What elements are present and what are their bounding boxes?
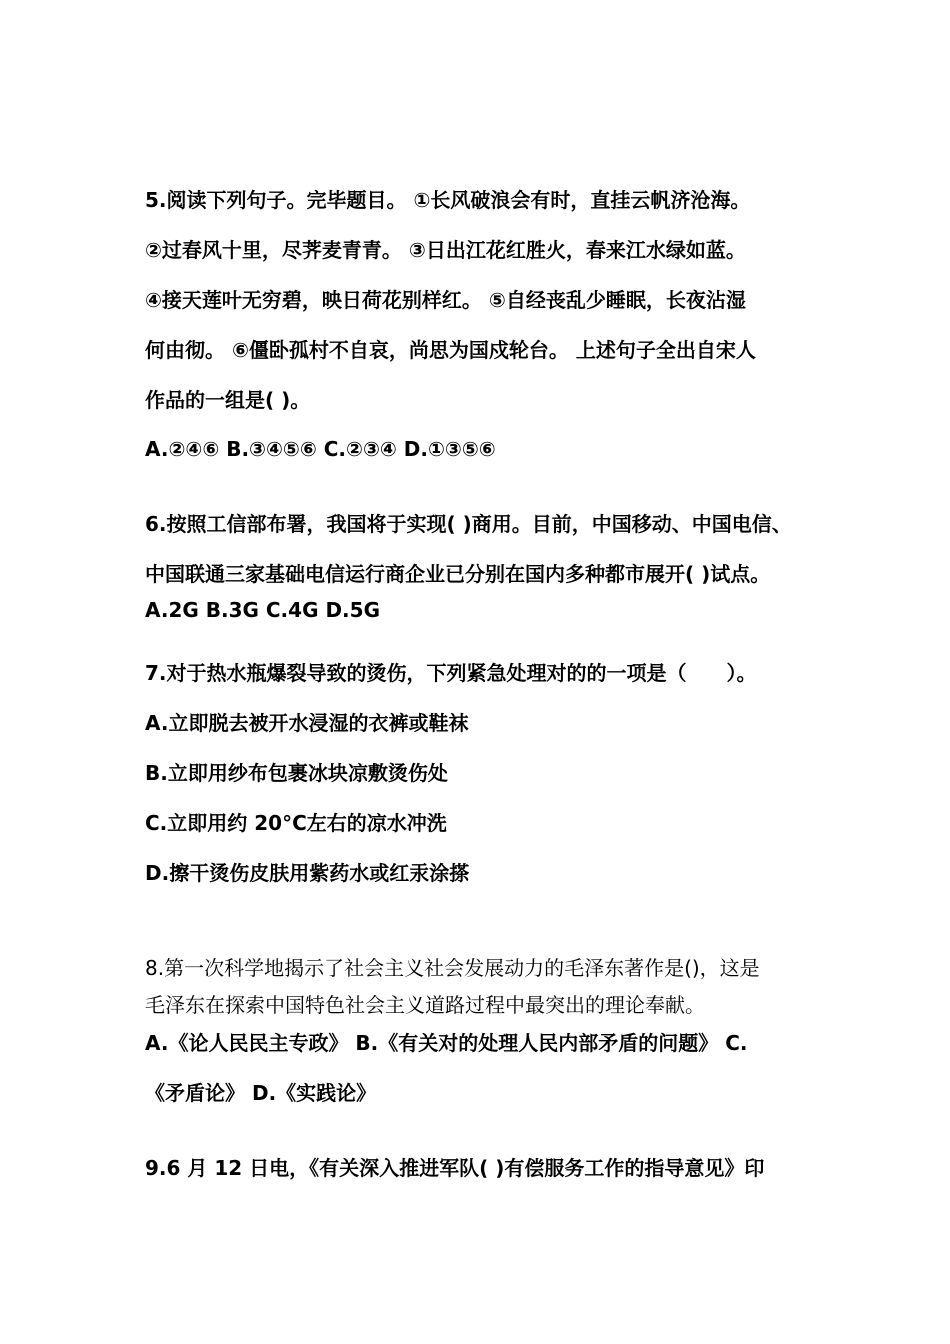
- q7-option-b: B.立即用纱布包裹冰块凉敷烫伤处: [145, 761, 448, 785]
- q8-options-line-1: A.《论人民民主专政》 B.《有关对的处理人民内部矛盾的问题》 C.: [145, 1031, 748, 1055]
- q6-options: A.2G B.3G C.4G D.5G: [145, 598, 380, 622]
- q8-text-line-2: 毛泽东在探索中国特色社会主义道路过程中最突出的理论奉献。: [145, 993, 705, 1017]
- q5-text-line-3: ④接天莲叶无穷碧，映日荷花别样红。 ⑤自经丧乱少睡眠，长夜沾湿: [145, 288, 746, 312]
- q7-text-line-1: 7.对于热水瓶爆裂导致的烫伤，下列紧急处理对的的一项是（ ）。: [145, 661, 757, 685]
- q5-options: A.②④⑥ B.③④⑤⑥ C.②③④ D.①③⑤⑥: [145, 437, 496, 461]
- q5-text-line-5: 作品的一组是( )。: [145, 388, 311, 412]
- q7-option-d: D.擦干烫伤皮肤用紫药水或红汞涂搽: [145, 861, 470, 885]
- q7-option-c: C.立即用约 20°C左右的凉水冲洗: [145, 811, 447, 835]
- q9-text-line-1: 9.6 月 12 日电，《有关深入推进军队( )有偿服务工作的指导意见》印: [145, 1156, 765, 1180]
- q8-options-line-2: 《矛盾论》 D.《实践论》: [145, 1081, 377, 1105]
- q8-text-line-1: 8.第一次科学地揭示了社会主义社会发展动力的毛泽东著作是()，这是: [145, 956, 760, 980]
- q6-text-line-1: 6.按照工信部布署，我国将于实现( )商用。目前，中国移动、中国电信、: [145, 512, 792, 536]
- q5-text-line-4: 何由彻。 ⑥僵卧孤村不自哀，尚思为国戍轮台。 上述句子全出自宋人: [145, 338, 756, 362]
- q5-text-line-2: ②过春风十里，尽荠麦青青。 ③日出江花红胜火，春来江水绿如蓝。: [145, 238, 746, 262]
- q7-option-a: A.立即脱去被开水浸湿的衣裤或鞋袜: [145, 711, 469, 735]
- q5-text-line-1: 5.阅读下列句子。完毕题目。 ①长风破浪会有时，直挂云帆济沧海。: [145, 188, 751, 212]
- q6-text-line-2: 中国联通三家基础电信运行商企业已分别在国内多种都市展开( )试点。: [145, 562, 771, 586]
